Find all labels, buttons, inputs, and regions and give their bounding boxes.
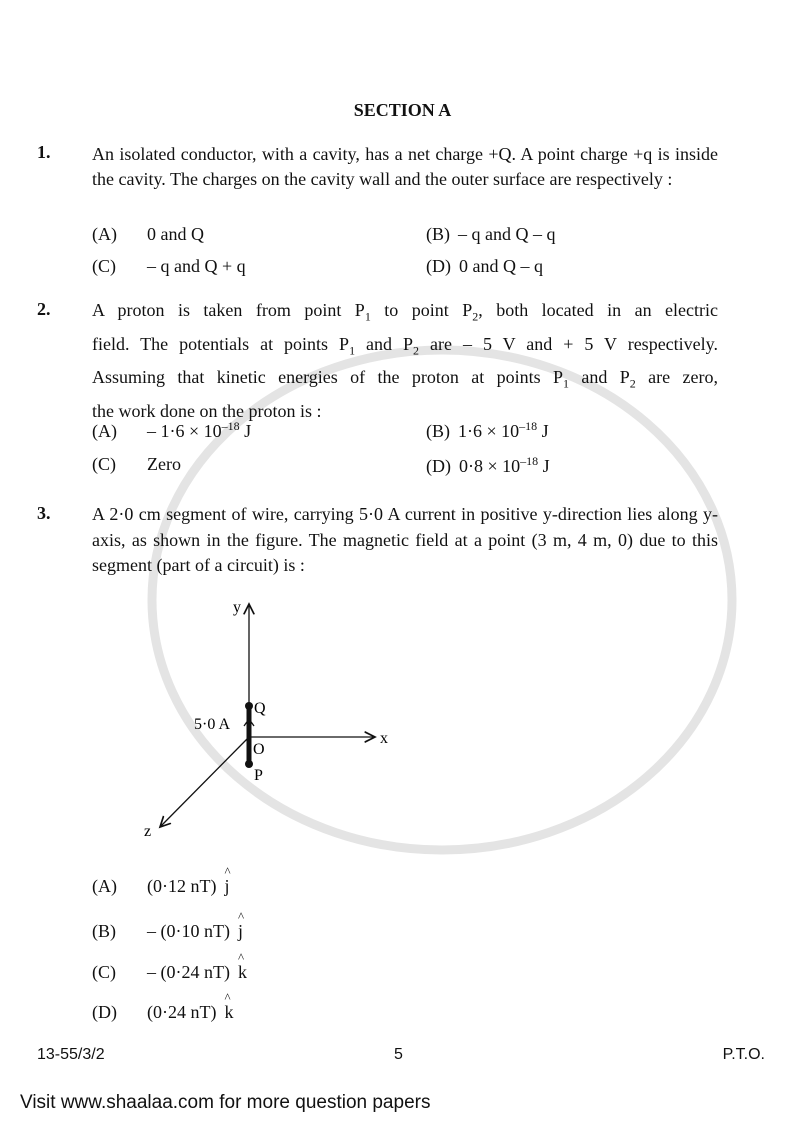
option-text: 1·6 × 10 [458,421,520,441]
q1-option-a[interactable] [92,224,204,245]
p-label: P [254,767,263,784]
q2-line: A proton is taken from point $P_1$ to point $P_2$, both located in an electric [92,300,718,324]
exponent: –18 [519,419,538,433]
option-label: (D) [426,456,451,476]
unit-vector: ^ k [238,962,247,983]
option-text: (0·12 nT) [147,876,217,896]
question-3-text: A 2·0 cm segment of wire, carrying 5·0 A current in positive y-direction lies along y-axis, as shown in the figure. The magnetic field at a point (3 m, 4 m, 0) due to this segment (part of a circuit) is : [92,504,718,575]
q1-option-d[interactable] [426,256,543,277]
q3-option-a[interactable] [92,876,230,897]
unit: J [239,421,252,441]
question-2-text [92,297,718,425]
option-text: – q and Q – q [458,224,556,244]
unit-vector: ^ j [238,921,243,942]
q2-option-a[interactable] [92,419,251,442]
option-label: (C) [92,962,116,982]
exponent: –18 [221,419,240,433]
option-label: (D) [426,256,451,276]
option-label: (B) [92,921,116,941]
axis-figure [130,590,420,850]
unit-vector: ^ j [224,876,229,897]
option-label: (B) [426,421,450,441]
option-label: (C) [92,454,116,474]
q2-option-d[interactable] [426,454,550,477]
z-axis [160,737,249,827]
option-text: (0·24 nT) [147,1002,217,1022]
z-label: z [144,823,152,840]
option-text: – q and Q + q [147,256,246,276]
option-text: 0·8 × 10 [459,456,521,476]
option-label: (D) [92,1002,117,1022]
option-text: 0 and Q – q [459,256,543,276]
q3-option-c[interactable] [92,962,247,983]
option-text: – (0·10 nT) [147,921,230,941]
unit-vector: ^ k [224,1002,233,1023]
option-label: (A) [92,421,117,441]
paper-code: 13-55/3/2 [37,1046,105,1063]
question-1-text: An isolated conductor, with a cavity, has a net charge +Q. A point charge +q is inside the cavity. The charges on the cavity wall and the outer surface are respectively : [92,144,718,189]
q1-option-b[interactable] [426,224,556,245]
question-2-number: 2. [37,299,51,319]
option-text: – (0·24 nT) [147,962,230,982]
option-label: (A) [92,224,117,244]
y-label: y [233,599,241,616]
option-text: Zero [147,454,181,474]
section-title: SECTION A [353,100,452,120]
question-1-number: 1. [37,142,51,162]
option-label: (A) [92,876,117,896]
unit: J [538,456,550,476]
pto-label: P.T.O. [722,1046,765,1063]
q3-option-b[interactable] [92,921,243,942]
q2-line: Assuming that kinetic energies of the proton at points $P_1$ and $P_2$ are zero, [92,367,718,391]
point-q [245,702,253,710]
point-p [245,760,253,768]
option-text: 0 and Q [147,224,204,244]
option-label: (C) [92,256,116,276]
shaalaa-banner-link[interactable]: Visit www.shaalaa.com for more question papers [20,1092,431,1113]
q2-option-b[interactable] [426,419,549,442]
exponent: –18 [520,454,539,468]
q2-line: the work done on the proton is : [92,400,322,421]
option-label: (B) [426,224,450,244]
q1-option-c[interactable] [92,256,246,277]
q2-line: field. The potentials at points $P_1$ and $P_2$ are – 5 V and + 5 V respectively. [92,333,718,358]
page-number: 5 [394,1046,403,1063]
origin-label: O [253,741,265,758]
q3-option-d[interactable] [92,1002,233,1023]
x-label: x [380,730,388,747]
option-text: – 1·6 × 10 [147,421,222,441]
q-label: Q [254,700,266,717]
q2-option-c[interactable] [92,454,181,475]
unit: J [537,421,549,441]
question-3-number: 3. [37,503,51,523]
current-label: 5·0 A [194,716,230,733]
